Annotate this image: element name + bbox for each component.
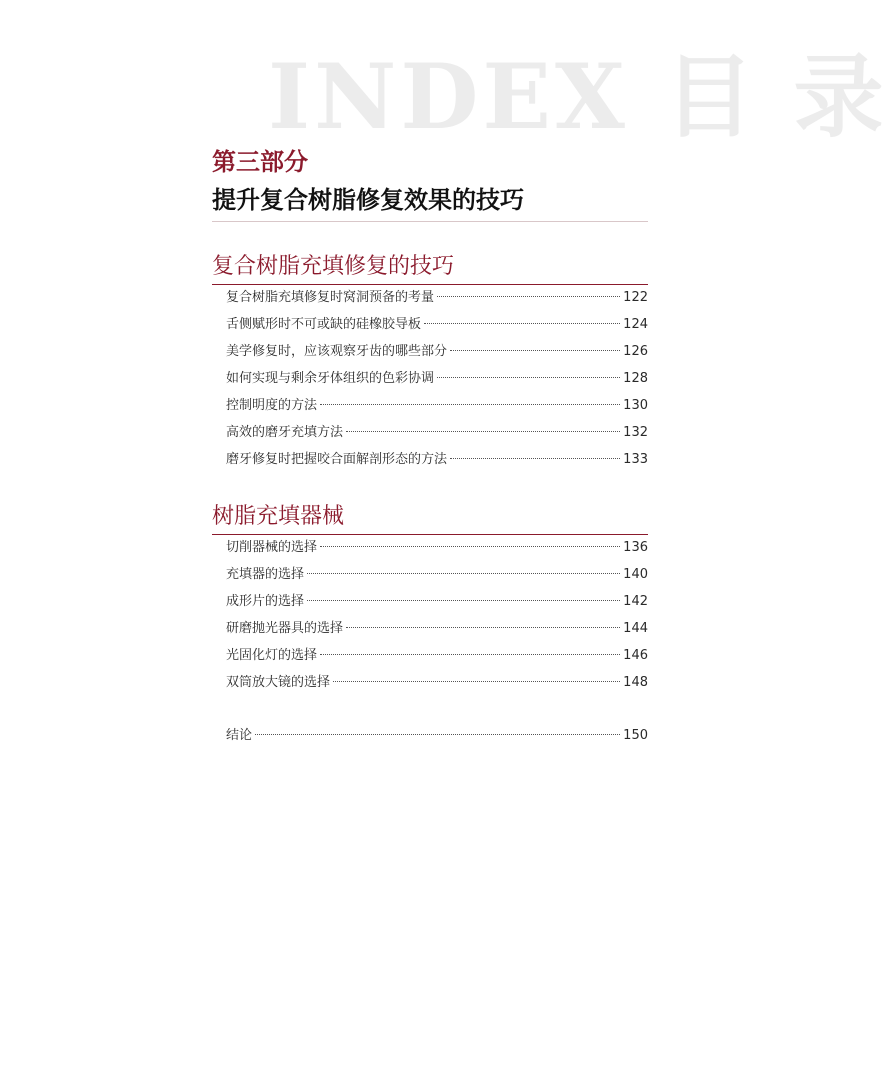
toc-entry-title: 结论 [226, 728, 253, 743]
toc-entry-title: 控制明度的方法 [226, 398, 318, 413]
toc-entry[interactable] [226, 286, 648, 313]
dot-leader [437, 296, 620, 297]
dot-leader [424, 323, 620, 324]
toc-entry[interactable] [226, 421, 648, 448]
dot-leader [307, 573, 620, 574]
dot-leader [320, 654, 620, 655]
toc-entry[interactable] [226, 671, 648, 698]
dot-leader [333, 681, 620, 682]
toc-entry-page: 142 [623, 594, 648, 609]
dot-leader [255, 734, 620, 735]
toc-list-composite-filling [226, 286, 648, 475]
toc-entry[interactable] [226, 536, 648, 563]
toc-entry-page: 124 [623, 317, 648, 332]
toc-entry[interactable] [226, 313, 648, 340]
dot-leader [450, 350, 620, 351]
toc-entry[interactable] [226, 644, 648, 671]
toc-entry[interactable] [226, 617, 648, 644]
toc-entry[interactable] [226, 590, 648, 617]
toc-list-conclusion [226, 724, 648, 751]
dot-leader [437, 377, 620, 378]
toc-entry-title: 成形片的选择 [226, 594, 305, 609]
toc-entry-title: 如何实现与剩余牙体组织的色彩协调 [226, 371, 435, 386]
toc-entry-page: 150 [623, 728, 648, 743]
toc-entry[interactable] [226, 448, 648, 475]
toc-entry-title: 研磨抛光器具的选择 [226, 621, 344, 636]
part-divider [212, 221, 648, 222]
toc-entry[interactable] [226, 340, 648, 367]
toc-entry-title: 高效的磨牙充填方法 [226, 425, 344, 440]
toc-entry[interactable] [226, 563, 648, 590]
toc-entry-page: 140 [623, 567, 648, 582]
toc-entry-title: 复合树脂充填修复时窝洞预备的考量 [226, 290, 435, 305]
toc-entry-title: 舌侧赋形时不可或缺的硅橡胶导板 [226, 317, 422, 332]
toc-entry-page: 132 [623, 425, 648, 440]
dot-leader [307, 600, 620, 601]
toc-entry-page: 128 [623, 371, 648, 386]
toc-entry-title: 美学修复时，应该观察牙齿的哪些部分 [226, 344, 448, 359]
part-label: 第三部分 [212, 148, 308, 176]
toc-entry-page: 144 [623, 621, 648, 636]
section-divider [212, 534, 648, 535]
section-divider [212, 284, 648, 285]
toc-entry[interactable] [226, 367, 648, 394]
toc-entry-title: 双筒放大镜的选择 [226, 675, 331, 690]
dot-leader [450, 458, 620, 459]
toc-entry-page: 148 [623, 675, 648, 690]
toc-entry-page: 133 [623, 452, 648, 467]
part-title: 提升复合树脂修复效果的技巧 [212, 186, 524, 214]
toc-entry-title: 光固化灯的选择 [226, 648, 318, 663]
section-title-composite-filling: 复合树脂充填修复的技巧 [212, 254, 455, 279]
index-watermark: INDEX 目 录 [268, 44, 888, 150]
toc-entry-page: 126 [623, 344, 648, 359]
dot-leader [346, 627, 620, 628]
dot-leader [346, 431, 620, 432]
toc-entry-page: 122 [623, 290, 648, 305]
toc-entry-conclusion[interactable] [226, 724, 648, 751]
dot-leader [320, 546, 620, 547]
toc-list-resin-instruments [226, 536, 648, 698]
toc-entry-title: 切削器械的选择 [226, 540, 318, 555]
toc-entry-page: 146 [623, 648, 648, 663]
toc-entry[interactable] [226, 394, 648, 421]
toc-entry-title: 磨牙修复时把握咬合面解剖形态的方法 [226, 452, 448, 467]
section-title-resin-instruments: 树脂充填器械 [212, 504, 345, 529]
toc-entry-page: 136 [623, 540, 648, 555]
toc-entry-page: 130 [623, 398, 648, 413]
toc-entry-title: 充填器的选择 [226, 567, 305, 582]
dot-leader [320, 404, 620, 405]
